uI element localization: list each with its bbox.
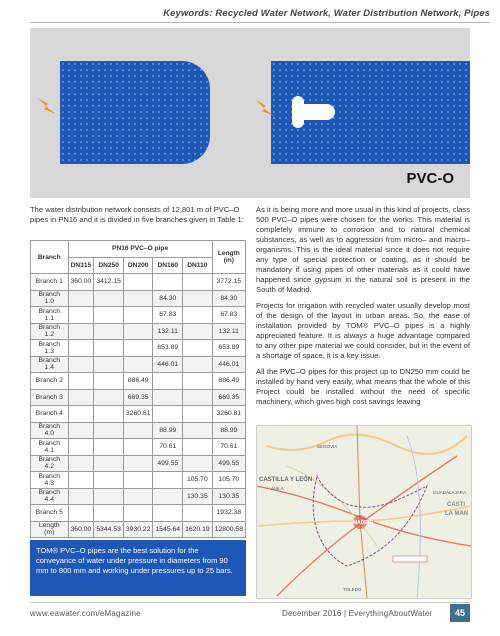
cell-length: 3260.81 — [212, 406, 245, 423]
cell-branch: Branch 1.4 — [31, 356, 69, 373]
table-row — [31, 323, 246, 340]
paragraph-hand-install: All the PVC–O pipes for this project up to DN250 mm could be installed by hand very easily, what means that the whole of this Project could be installed without the need of specific machinery, which gives high cost savings leaving — [256, 367, 470, 406]
callout-text: TOM® PVC–O pipes are the best solution for the conveyance of water under pressure in diameters from 90 mm to 800 mm and working under pressures up to 25 bars. — [36, 546, 233, 575]
cell-dn200: 886.49 — [123, 373, 153, 390]
cell-branch: Branch 4.4 — [31, 488, 69, 505]
cell-dn250 — [94, 356, 124, 373]
header-rule — [30, 22, 490, 23]
cell-dn315 — [68, 422, 94, 439]
cell-dn200 — [123, 274, 153, 291]
table-row — [31, 439, 246, 456]
cell-length: 130.35 — [212, 488, 245, 505]
region-map — [256, 425, 472, 599]
cell-dn160 — [153, 389, 183, 406]
cell-dn110 — [183, 406, 213, 423]
cell-length: 67.83 — [212, 307, 245, 324]
pvc-o-figure — [30, 28, 470, 198]
cell-dn200 — [123, 323, 153, 340]
table-row — [31, 307, 246, 324]
cell-dn200: 3260.81 — [123, 406, 153, 423]
impact-bolt-icon-right — [254, 98, 276, 120]
cell-dn250 — [94, 406, 124, 423]
cell-branch: Branch 4.0 — [31, 422, 69, 439]
cell-dn160: 132.11 — [153, 323, 183, 340]
table-body — [31, 274, 246, 538]
table-row — [31, 422, 246, 439]
table-row — [31, 472, 246, 489]
cell-dn315 — [68, 505, 94, 522]
cell-branch: Branch 3 — [31, 389, 69, 406]
cell-dn200: 3930.22 — [123, 521, 153, 538]
col-header-dn110: DN110 — [183, 257, 213, 274]
table-row — [31, 488, 246, 505]
cell-dn315 — [68, 389, 94, 406]
cell-branch: Branch 4.3 — [31, 472, 69, 489]
cell-branch: Branch 1.2 — [31, 323, 69, 340]
callout-box — [30, 540, 246, 596]
cell-dn250 — [94, 455, 124, 472]
cell-dn110 — [183, 290, 213, 307]
cell-dn110 — [183, 505, 213, 522]
col-header-length: Length (m) — [212, 241, 245, 274]
cell-dn160 — [153, 472, 183, 489]
cell-dn250 — [94, 472, 124, 489]
cell-dn250 — [94, 290, 124, 307]
cell-dn315 — [68, 488, 94, 505]
cell-dn250 — [94, 323, 124, 340]
cell-dn200 — [123, 439, 153, 456]
footer-website[interactable]: www.eawater.com/eMagazine — [30, 609, 141, 618]
table-row — [31, 340, 246, 357]
pipe-defect-notch-head — [292, 96, 304, 128]
map-label-segovia: SEGOVIA — [317, 444, 338, 449]
cell-dn250 — [94, 373, 124, 390]
cell-dn200 — [123, 422, 153, 439]
map-label-avila: ÁVILA — [271, 486, 284, 491]
cell-length: 70.61 — [212, 439, 245, 456]
cell-dn110 — [183, 455, 213, 472]
right-column — [256, 205, 470, 413]
cell-branch: Branch 1.3 — [31, 340, 69, 357]
cell-dn200 — [123, 472, 153, 489]
cell-dn160: 70.61 — [153, 439, 183, 456]
cell-dn110: 1620.19 — [183, 521, 213, 538]
cell-dn110 — [183, 323, 213, 340]
col-header-dn315: DN315 — [68, 257, 94, 274]
map-label-guadalajara: GUADALAJARA — [433, 490, 467, 495]
cell-dn315 — [68, 406, 94, 423]
col-header-group: PN16 PVC–O pipe — [68, 241, 212, 258]
cell-dn250: 3412.15 — [94, 274, 124, 291]
cell-branch: Branch 4.1 — [31, 439, 69, 456]
cell-dn315 — [68, 307, 94, 324]
col-header-dn250: DN250 — [94, 257, 124, 274]
cell-dn160: 1545.64 — [153, 521, 183, 538]
col-header-dn160: DN160 — [153, 257, 183, 274]
cell-dn250 — [94, 505, 124, 522]
cell-dn200: 669.35 — [123, 389, 153, 406]
cell-branch: Branch 1.0 — [31, 290, 69, 307]
table-row — [31, 521, 246, 538]
figure-label: PVC-O — [406, 170, 454, 187]
cell-dn110: 130.35 — [183, 488, 213, 505]
cell-branch: Length (m) — [31, 521, 69, 538]
cell-dn315: 360.00 — [68, 274, 94, 291]
cell-dn250 — [94, 439, 124, 456]
map-label-castilla-leon: CASTILLA Y LEÓN — [259, 477, 313, 483]
cell-branch: Branch 1 — [31, 274, 69, 291]
cell-dn315 — [68, 439, 94, 456]
cell-dn315 — [68, 373, 94, 390]
intro-paragraph: The water distribution network consists of 12,801 m of PVC–O pipes in PN16 and it is divided in five branches given in Table 1: — [30, 205, 244, 224]
cell-branch: Branch 4.2 — [31, 455, 69, 472]
table-row — [31, 373, 246, 390]
impact-bolt-icon-left — [36, 96, 58, 118]
cell-branch: Branch 2 — [31, 373, 69, 390]
cell-length: 12800.58 — [212, 521, 245, 538]
cell-dn315 — [68, 323, 94, 340]
cell-dn160 — [153, 505, 183, 522]
col-header-branch: Branch — [31, 241, 69, 274]
cell-dn110 — [183, 373, 213, 390]
map-label-castilla: CASTI — [447, 502, 465, 508]
cell-dn110 — [183, 356, 213, 373]
cell-dn110 — [183, 274, 213, 291]
footer-issue: December 2016 | EverythingAboutWater — [282, 609, 433, 618]
cell-dn200 — [123, 356, 153, 373]
table-row — [31, 290, 246, 307]
table-row — [31, 406, 246, 423]
cell-dn110 — [183, 307, 213, 324]
cell-dn250 — [94, 422, 124, 439]
cell-dn315 — [68, 356, 94, 373]
cell-length: 446.01 — [212, 356, 245, 373]
cell-dn315: 360.00 — [68, 521, 94, 538]
paragraph-materials: As it is being more and more usual in this kind of projects, class 500 PVC–O pipes were chosen for the works. This material is completely immune to corrosion and to natural chemical substances, as well as to aggression from micro– and macro–organisms. This is the ideal material since it does not require any type of special protection or coating, as it should be mandatory if using pipes of other materials as it could have happened since gypsum in the natural soil is present in the South of Madrid. — [256, 205, 470, 294]
cell-dn160 — [153, 274, 183, 291]
cell-dn200 — [123, 488, 153, 505]
cell-dn160: 653.89 — [153, 340, 183, 357]
cell-length: 499.55 — [212, 455, 245, 472]
cell-dn315 — [68, 455, 94, 472]
keywords-header: Keywords: Recycled Water Network, Water Distribution Network, Pipes — [163, 8, 490, 19]
cell-dn250 — [94, 307, 124, 324]
map-drawing — [257, 426, 471, 598]
cell-dn110 — [183, 389, 213, 406]
table-row — [31, 455, 246, 472]
cell-dn315 — [68, 290, 94, 307]
table-row — [31, 389, 246, 406]
pipe-section-left — [60, 61, 210, 164]
cell-length: 653.89 — [212, 340, 245, 357]
col-header-dn200: DN200 — [123, 257, 153, 274]
table-row — [31, 505, 246, 522]
cell-dn315 — [68, 340, 94, 357]
cell-dn110: 105.70 — [183, 472, 213, 489]
map-label-toledo: TOLEDO — [343, 587, 362, 592]
cell-dn110 — [183, 439, 213, 456]
cell-length: 1932.38 — [212, 505, 245, 522]
cell-dn200 — [123, 455, 153, 472]
footer-rule — [30, 602, 470, 603]
cell-dn250 — [94, 488, 124, 505]
cell-length: 886.49 — [212, 373, 245, 390]
cell-dn250 — [94, 389, 124, 406]
cell-length: 105.70 — [212, 472, 245, 489]
cell-branch: Branch 5 — [31, 505, 69, 522]
cell-length: 3772.15 — [212, 274, 245, 291]
cell-dn160 — [153, 406, 183, 423]
cell-branch: Branch 4 — [31, 406, 69, 423]
cell-dn110 — [183, 422, 213, 439]
cell-branch: Branch 1.1 — [31, 307, 69, 324]
cell-dn200 — [123, 307, 153, 324]
cell-length: 132.11 — [212, 323, 245, 340]
cell-dn200 — [123, 340, 153, 357]
pipe-length-table — [30, 240, 246, 538]
cell-dn250 — [94, 340, 124, 357]
cell-length: 669.35 — [212, 389, 245, 406]
map-label-madrid: MADRID — [353, 520, 373, 526]
table-row — [31, 274, 246, 291]
cell-dn160: 499.55 — [153, 455, 183, 472]
paragraph-installation: Projects for irrigation with recycled water usually develop most of the design of the layout in urban areas. So, the ease of installation provided by TOM® PVC–O pipes is a highly appreciated feature. It is always a huge advantage compared to any other pipe material we could consider, but in the event of a shortage of space, it is a key issue. — [256, 301, 470, 360]
cell-dn250: 5344.53 — [94, 521, 124, 538]
cell-dn110 — [183, 340, 213, 357]
cell-dn200 — [123, 290, 153, 307]
cell-length: 84.30 — [212, 290, 245, 307]
cell-dn315 — [68, 472, 94, 489]
cell-dn160: 67.83 — [153, 307, 183, 324]
cell-dn160 — [153, 373, 183, 390]
page-number-badge: 45 — [450, 604, 470, 622]
table-row — [31, 356, 246, 373]
cell-dn160 — [153, 488, 183, 505]
cell-dn160: 88.99 — [153, 422, 183, 439]
cell-length: 88.99 — [212, 422, 245, 439]
map-label-la-mancha: LA MAN — [445, 511, 469, 517]
cell-dn160: 446.01 — [153, 356, 183, 373]
cell-dn200 — [123, 505, 153, 522]
cell-dn160: 84.30 — [153, 290, 183, 307]
